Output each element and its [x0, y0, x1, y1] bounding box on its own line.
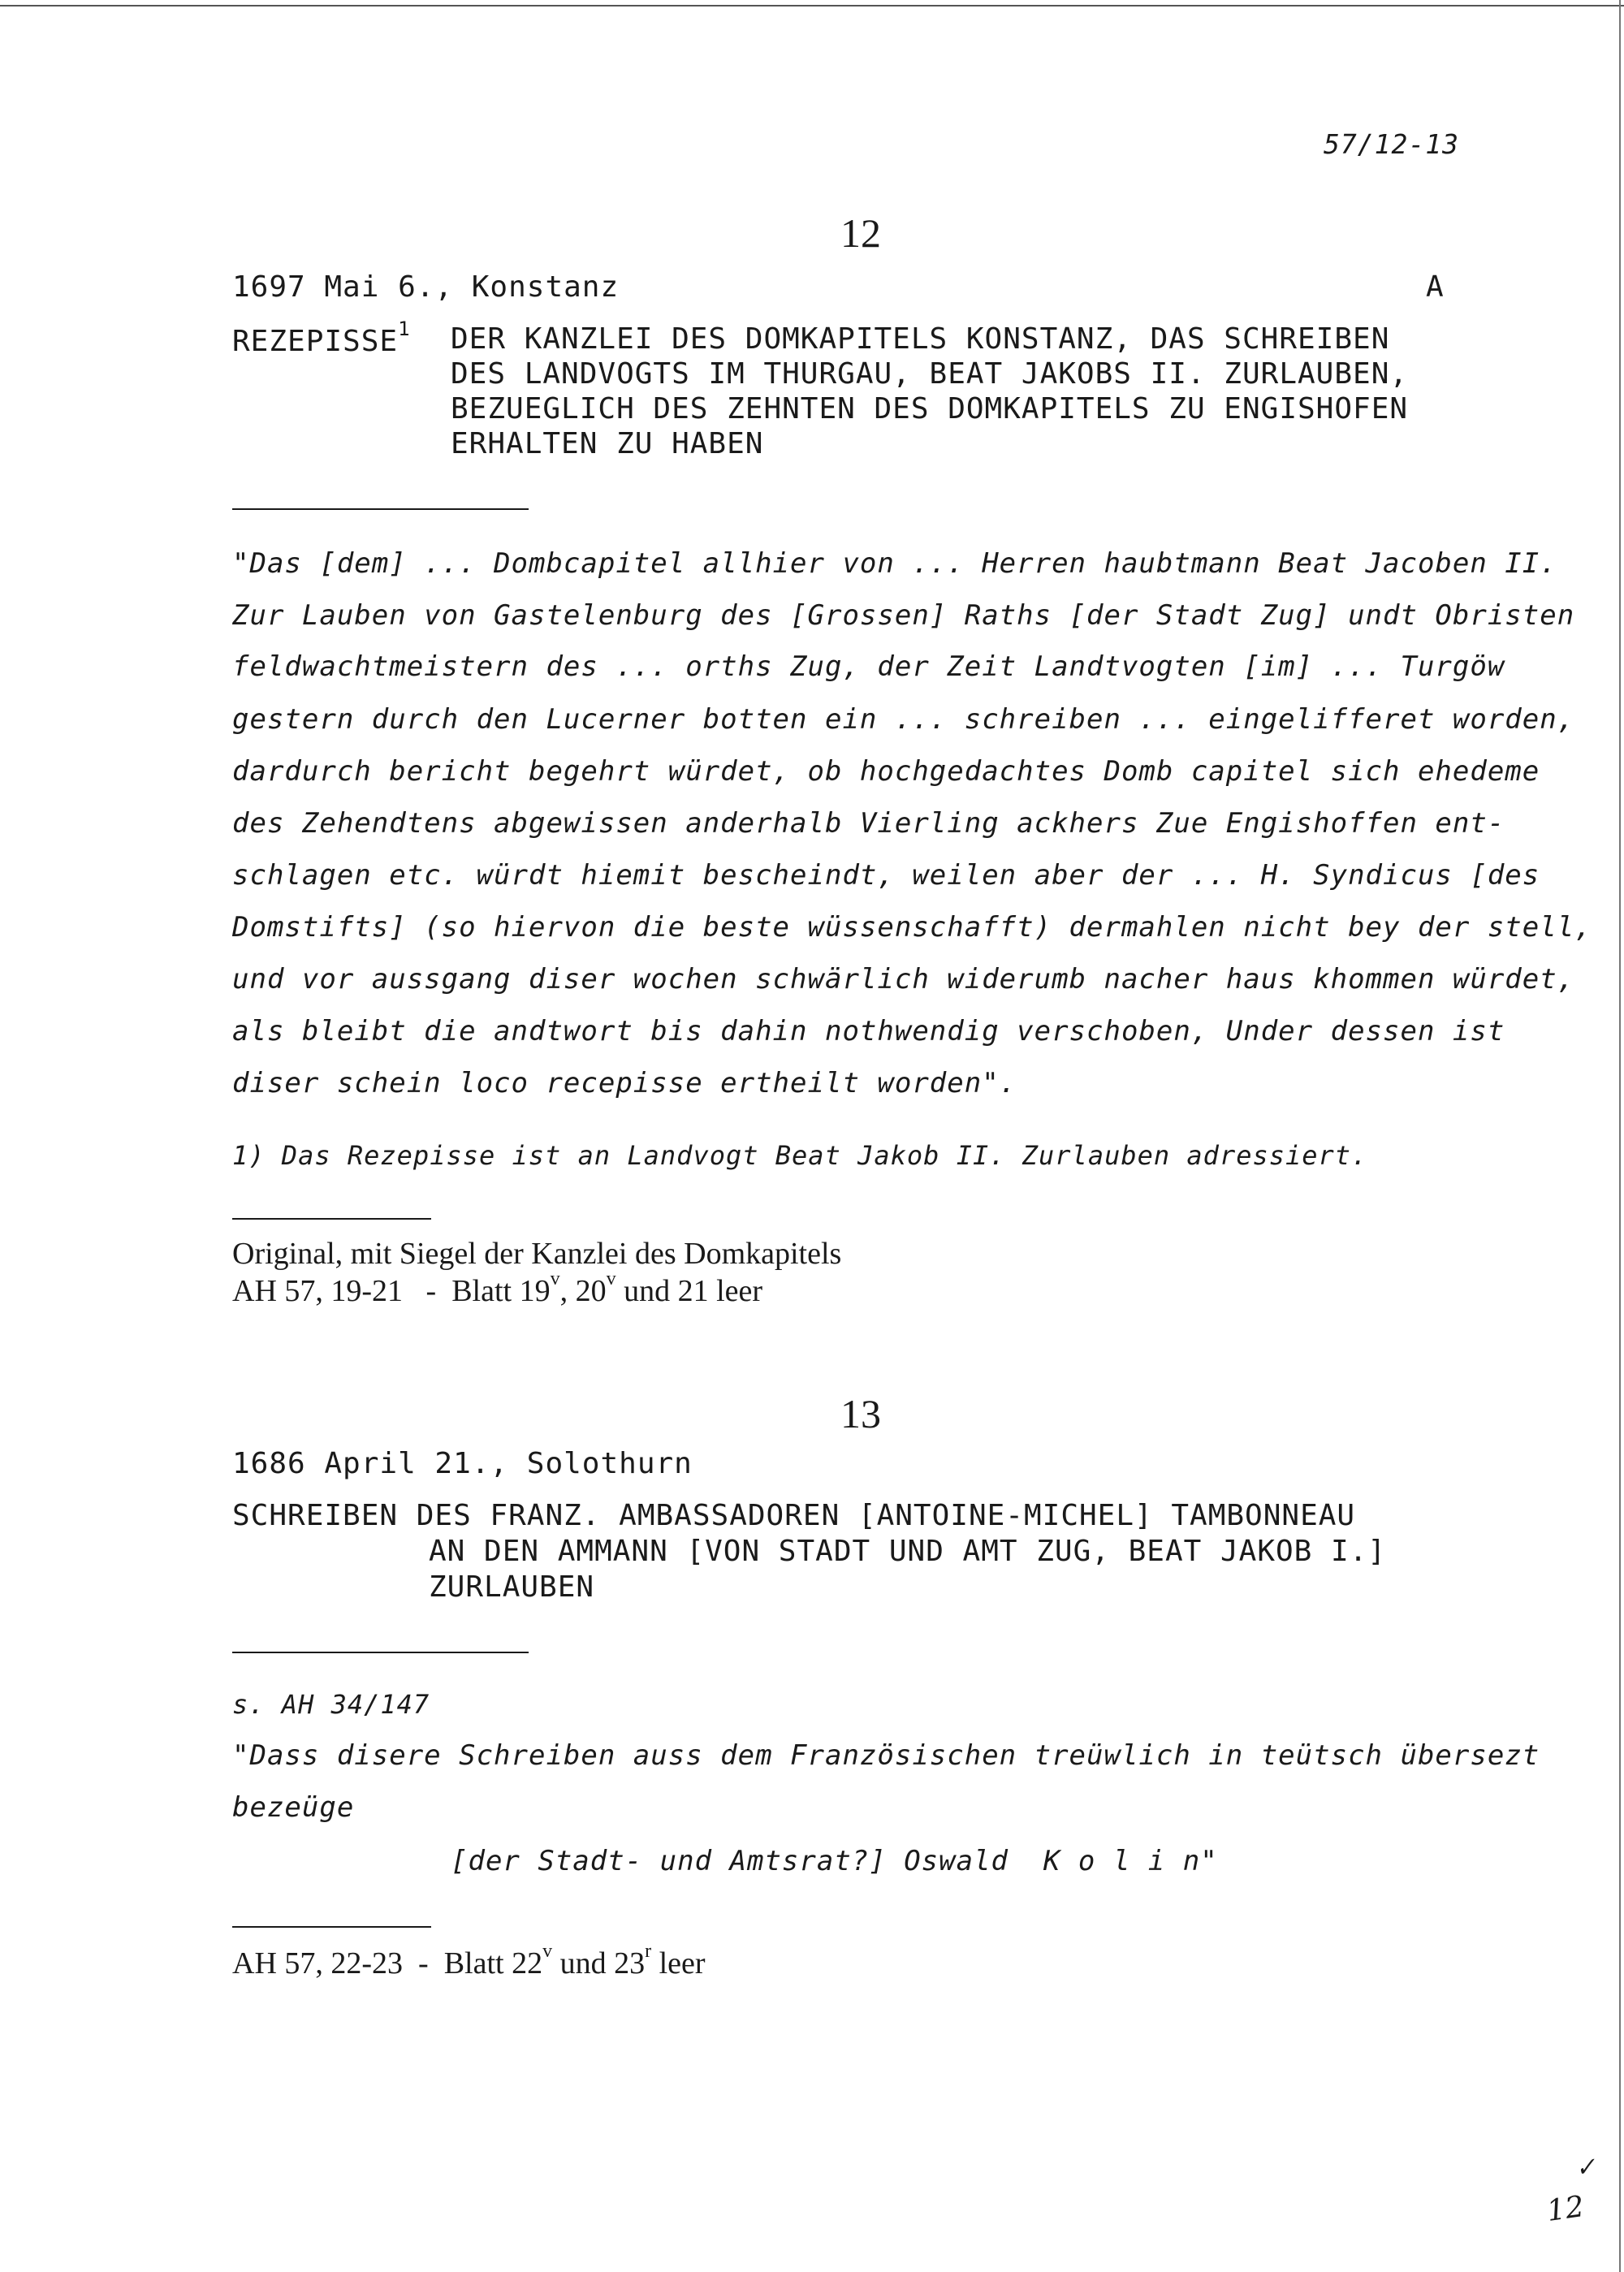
- quote-line: und vor aussgang diser wochen schwärlich widerumb nacher haus khommen würdet,: [232, 963, 1575, 996]
- doc12-footnote: 1) Das Rezepisse ist an Landvogt Beat Jakob II. Zurlauben adressiert.: [232, 1140, 1368, 1171]
- doc12-separator: [232, 508, 529, 510]
- quote-line: "Das [dem] ... Dombcapitel allhier von ... Herren haubtmann Beat Jacoben II.: [232, 547, 1557, 580]
- doc13-source-separator: [232, 1926, 431, 1928]
- quote-line: Domstifts] (so hiervon die beste wüssenschafft) dermahlen nicht bey der stell,: [232, 911, 1592, 944]
- scan-edge-top: [0, 5, 1624, 6]
- doc12-source-line1: Original, mit Siegel der Kanzlei des Domkapitels: [232, 1237, 842, 1271]
- source-sup: r: [645, 1941, 652, 1963]
- doc13-signature-line: [der Stadt- und Amtsrat?] Oswald K o l i n": [451, 1845, 1218, 1877]
- doc12-category: A: [1426, 270, 1445, 304]
- source-text: und 23: [552, 1946, 646, 1980]
- doc13-number: 13: [840, 1391, 881, 1436]
- doc13-quote-line2: bezeüge: [232, 1791, 355, 1824]
- doc13-quote-line1: "Dass disere Schreiben auss dem Französischen treüwlich in teütsch übersezt: [232, 1739, 1540, 1772]
- quote-line: dardurch bericht begehrt würdet, ob hochgedachtes Domb capitel sich ehedeme: [232, 755, 1540, 788]
- doc13-title-line2: AN DEN AMMANN [VON STADT UND AMT ZUG, BEAT JAKOB I.]: [429, 1535, 1387, 1568]
- doc12-footnote-mark: 1: [398, 317, 411, 340]
- quote-line: Zur Lauben von Gastelenburg des [Grossen] Raths [der Stadt Zug] undt Obristen: [232, 599, 1575, 632]
- doc13-reference: s. AH 34/147: [232, 1689, 430, 1720]
- doc12-source-line2: [232, 1268, 763, 1309]
- source-text: AH 57, 22-23 - Blatt 22: [232, 1946, 543, 1980]
- doc12-title-word-text: REZEPISSE: [232, 325, 399, 358]
- handwritten-page-mark: [1544, 2152, 1598, 2228]
- page-mark-text: 12: [1544, 2190, 1587, 2228]
- doc13-title-line1: SCHREIBEN DES FRANZ. AMBASSADOREN [ANTOINE-MICHEL] TAMBONNEAU: [232, 1499, 1356, 1532]
- quote-line: als bleibt die andtwort bis dahin nothwendig verschoben, Under dessen ist: [232, 1015, 1505, 1047]
- doc12-date-place: 1697 Mai 6., Konstanz: [232, 270, 620, 304]
- archive-reference: 57/12-13: [1324, 128, 1459, 160]
- doc12-title-line3: BEZUEGLICH DES ZEHNTEN DES DOMKAPITELS ZU ENGISHOFEN: [451, 392, 1409, 425]
- quote-line: gestern durch den Lucerner botten ein ... schreiben ... eingelifferet worden,: [232, 703, 1575, 736]
- doc12-source-separator: [232, 1218, 431, 1220]
- doc13-title-line3: ZURLAUBEN: [429, 1570, 595, 1604]
- scan-edge-right: [1619, 0, 1621, 2272]
- doc12-title-line4: ERHALTEN ZU HABEN: [451, 427, 764, 460]
- quote-line: schlagen etc. würdt hiemit bescheindt, weilen aber der ... H. Syndicus [des: [232, 859, 1540, 892]
- quote-line: diser schein loco recepisse ertheilt worden".: [232, 1067, 1017, 1099]
- doc12-title-line2: DES LANDVOGTS IM THURGAU, BEAT JAKOBS II. ZURLAUBEN,: [451, 357, 1409, 391]
- source-sup: v: [606, 1268, 616, 1290]
- source-text: , 20: [559, 1274, 607, 1308]
- doc13-separator: [232, 1652, 529, 1653]
- source-sup: v: [550, 1268, 560, 1290]
- doc13-date-place: 1686 April 21., Solothurn: [232, 1447, 693, 1480]
- source-sup: v: [542, 1941, 553, 1963]
- doc13-source-line: [232, 1941, 706, 1981]
- quote-line: feldwachtmeistern des ... orths Zug, der Zeit Landtvogten [im] ... Turgöw: [232, 650, 1505, 683]
- checkmark-icon: ✓: [1573, 2152, 1598, 2183]
- source-text: leer: [651, 1946, 706, 1980]
- doc12-title-word: [232, 317, 411, 358]
- doc12-number: 12: [840, 210, 881, 256]
- source-text: und 21 leer: [615, 1274, 763, 1308]
- doc12-title-line1: DER KANZLEI DES DOMKAPITELS KONSTANZ, DAS SCHREIBEN: [451, 322, 1390, 356]
- quote-line: des Zehendtens abgewissen anderhalb Vierling ackhers Zue Engishoffen ent-: [232, 807, 1505, 840]
- source-text: AH 57, 19-21 - Blatt 19: [232, 1274, 551, 1308]
